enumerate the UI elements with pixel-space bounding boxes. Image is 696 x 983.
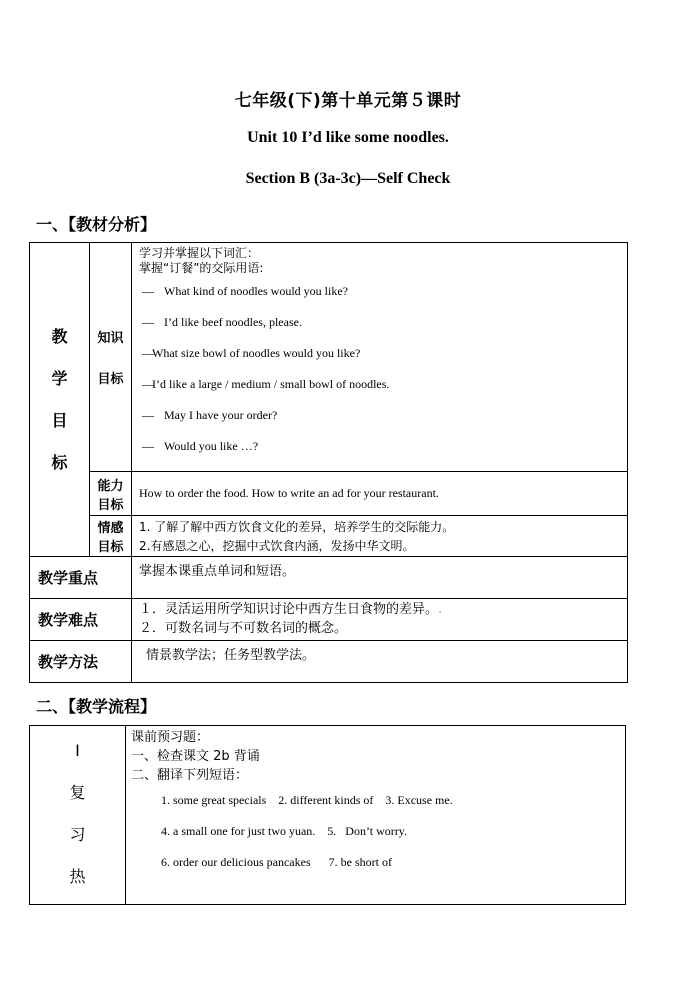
objectives-label-char: 标: [51, 452, 68, 472]
knowledge-label-line: 知识: [97, 331, 124, 346]
section-heading-process: 二、【教学流程】: [36, 697, 157, 716]
knowledge-item-text: What kind of noodles would you like?: [164, 284, 348, 298]
dash-mark: —: [142, 284, 154, 298]
methods-text: 情景教学法；任务型教学法。: [146, 648, 316, 663]
dash-mark: —: [142, 346, 154, 360]
ability-label-line: 能力: [97, 478, 124, 494]
knowledge-item: [139, 276, 627, 307]
difficulties-content: [132, 599, 628, 641]
page-title: 七年级(下)第十单元第５课时: [234, 91, 462, 111]
knowledge-item-text: I’d like beef noodles, please.: [164, 315, 302, 329]
emotion-line: 2.有感恩之心，挖掘中式饮食内涵，发扬中华文明。: [139, 539, 415, 553]
analysis-table: [29, 242, 628, 683]
key-points-label: 教学重点: [30, 557, 132, 599]
knowledge-item-text: May I have your order?: [164, 408, 278, 422]
emotion-label-line: 目标: [97, 540, 124, 555]
knowledge-item: [139, 338, 627, 369]
emotion-content: [132, 516, 628, 557]
review-label-char: 习: [69, 825, 86, 844]
task-line: 二、翻译下列短语：: [131, 768, 249, 783]
task-line: 一、检查课文 2b 背诵: [131, 749, 260, 764]
section-title: Section B (3a-3c)—Self Check: [245, 170, 451, 187]
phrase-line: 6. order our delicious pancakes 7. be short of: [161, 855, 392, 869]
section-heading-analysis: 一、【教材分析】: [36, 215, 157, 234]
difficulties-line: [139, 600, 627, 619]
objectives-label-char: 目: [51, 410, 68, 430]
difficulties-line-text: １．灵活运用所学知识讨论中西方生日食物的差异。: [139, 602, 439, 617]
ability-content: [132, 472, 628, 516]
phrase-line: 1. some great specials 2. different kinds of 3. Excuse me.: [161, 793, 453, 807]
dash-mark: —: [142, 315, 154, 329]
dash-mark: —: [142, 439, 154, 453]
unit-title: Unit 10 I’d like some noodles.: [247, 129, 449, 146]
phrase-line: 4. a small one for just two yuan. 5. Don’t worry.: [161, 824, 407, 838]
knowledge-label: [90, 243, 132, 472]
knowledge-intro-line: 掌握“订餐”的交际用语:: [139, 261, 264, 275]
process-table: [29, 725, 626, 905]
emotion-label-line: 情感: [97, 521, 124, 536]
emotion-line: 1. 了解了解中西方饮食文化的差异，培养学生的交际能力。: [139, 520, 455, 534]
knowledge-label-line: 目标: [97, 372, 124, 387]
review-label-char: Ⅰ: [75, 741, 80, 760]
review-label: [30, 726, 126, 905]
preview-title: 课前预习题：: [131, 730, 210, 745]
emotion-label: [90, 516, 132, 557]
knowledge-item-text: I’d like a large / medium / small bowl of noodles.: [152, 377, 390, 391]
review-content: [126, 726, 626, 905]
knowledge-content: [132, 243, 628, 472]
key-points-content: [132, 557, 628, 599]
methods-content: [132, 641, 628, 683]
knowledge-item-text: Would you like …?: [164, 439, 259, 453]
knowledge-item: [139, 400, 627, 431]
methods-label: 教学方法: [30, 641, 132, 683]
objectives-label: [30, 243, 90, 557]
knowledge-item: [139, 369, 627, 400]
key-points-text: 掌握本课重点单词和短语。: [139, 564, 296, 579]
knowledge-item-text: What size bowl of noodles would you like?: [152, 346, 361, 360]
ability-label-line: 目标: [97, 497, 124, 513]
knowledge-intro-line: 学习并掌握以下词汇：: [139, 246, 260, 260]
review-label-char: 复: [69, 783, 86, 802]
review-label-char: 热: [69, 867, 86, 886]
dash-mark: —: [142, 408, 154, 422]
objectives-label-char: 教: [51, 326, 68, 346]
knowledge-item: [139, 307, 627, 338]
objectives-label-char: 学: [51, 368, 68, 388]
knowledge-item: [139, 431, 627, 462]
dash-mark: —: [142, 377, 154, 391]
trailing-mark: .: [438, 602, 443, 617]
ability-text: How to order the food. How to write an ad for your restaurant.: [139, 486, 439, 500]
difficulties-line: ２．可数名词与不可数名词的概念。: [139, 621, 348, 636]
difficulties-label: 教学难点: [30, 599, 132, 641]
ability-label: [90, 472, 132, 516]
